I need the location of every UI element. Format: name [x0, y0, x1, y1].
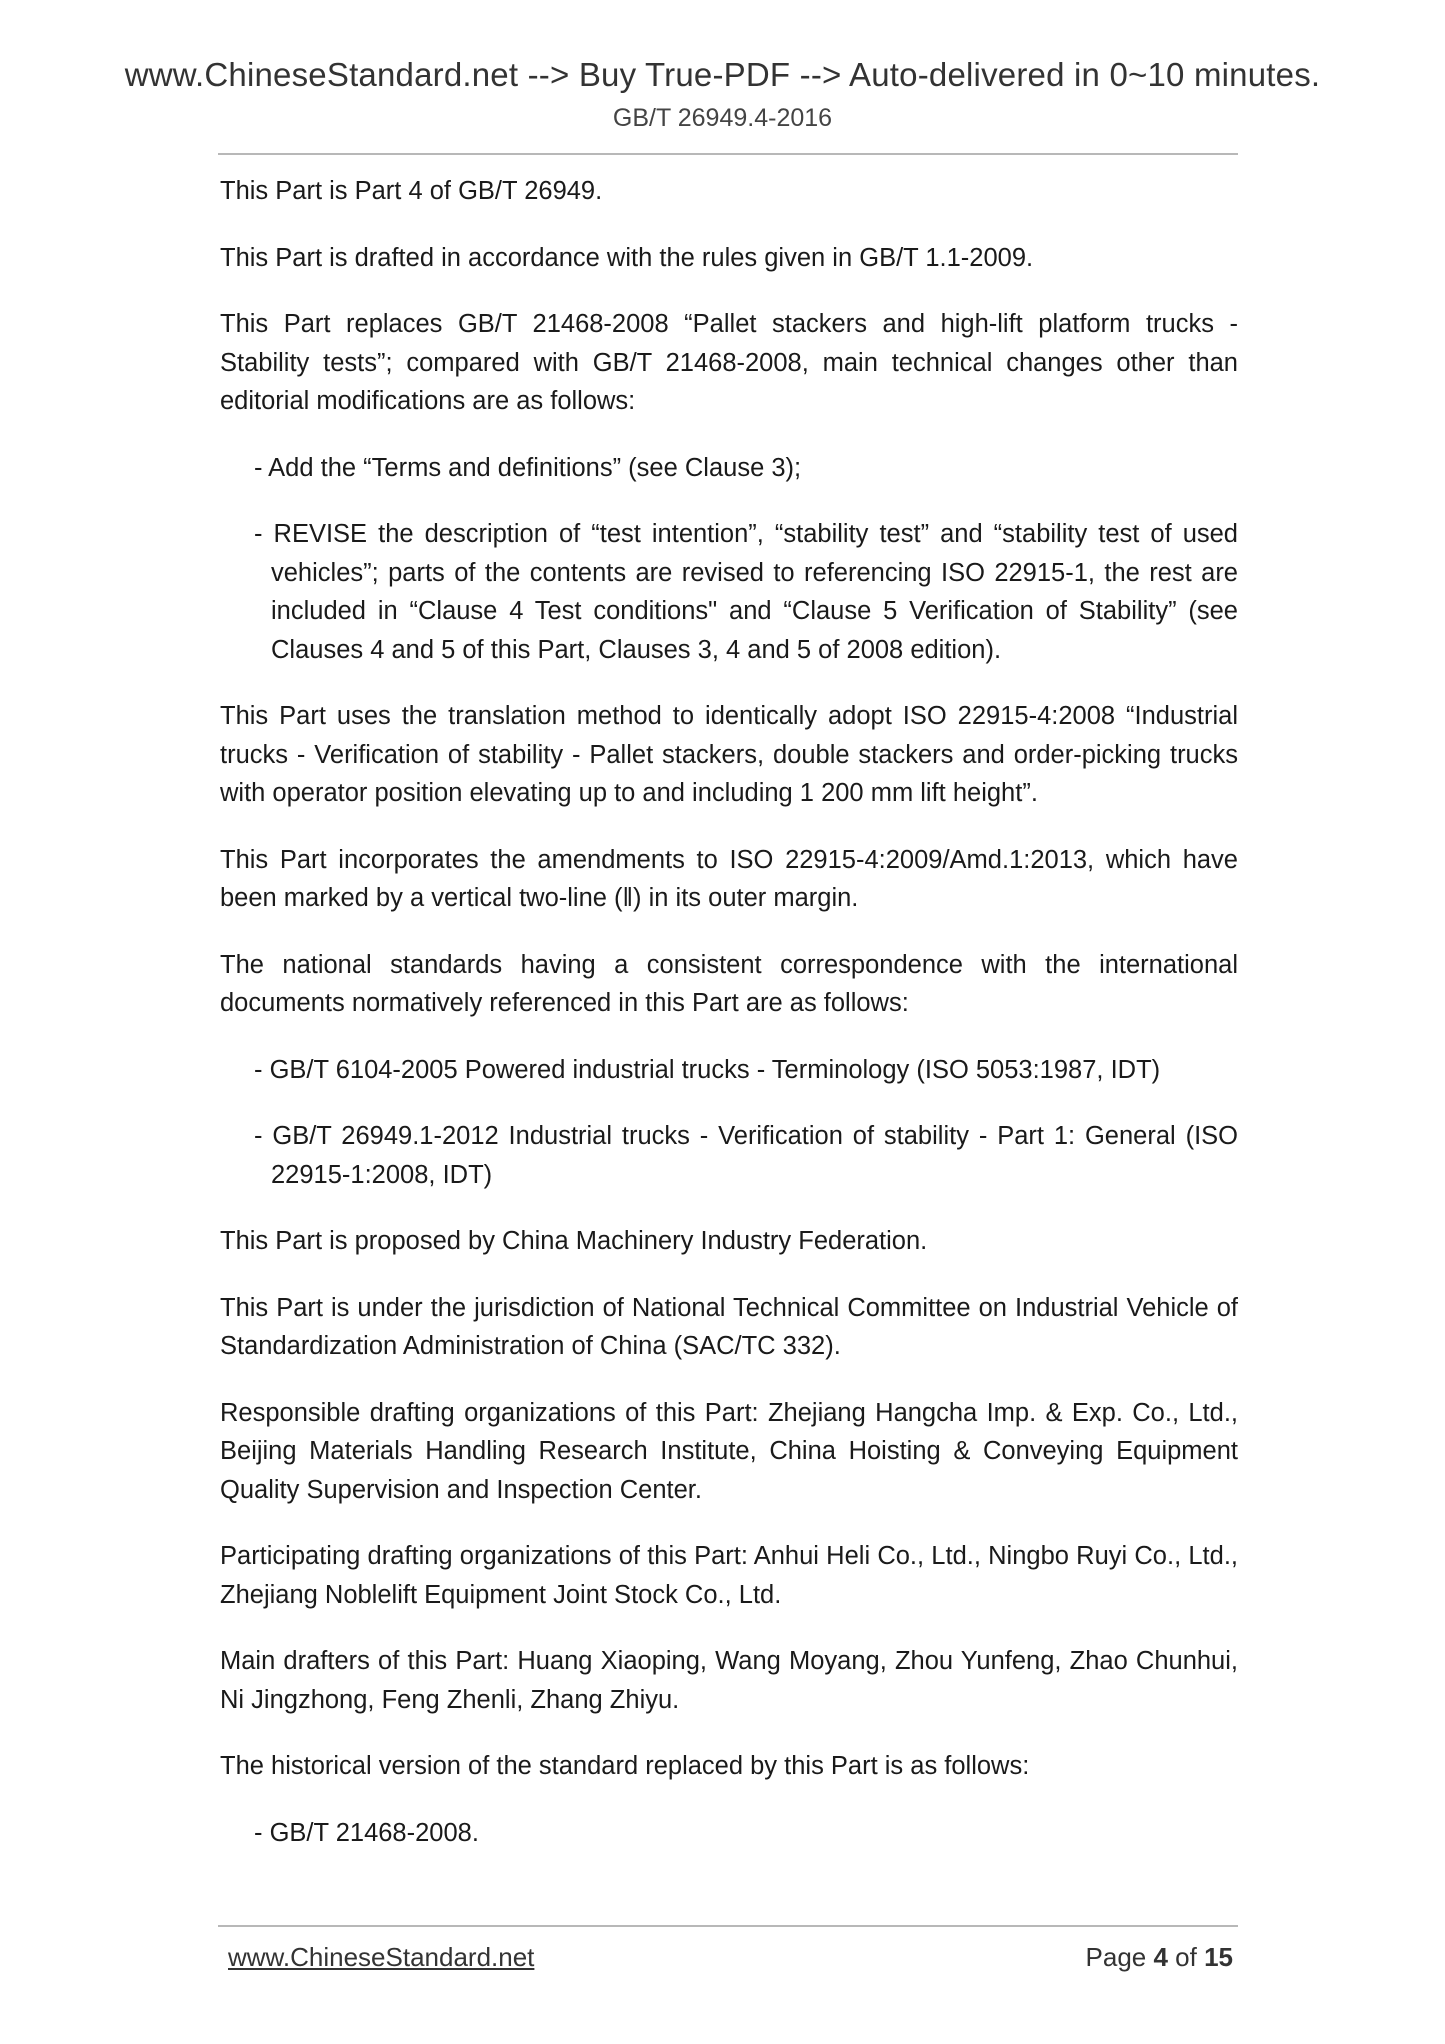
- paragraph: This Part is drafted in accordance with the rules given in GB/T 1.1-2009.: [220, 243, 1034, 272]
- paragraph: This Part uses the translation method to identically adopt ISO 22915-4:2008 “Industrial trucks - Verification of stability - Pallet stackers, double stackers and order-picking trucks with operator position elevating up to and including 1 200 mm lift height”.: [220, 702, 1238, 807]
- document-body: [220, 172, 1238, 1880]
- footer-divider: [218, 1925, 1238, 1927]
- list-item: - REVISE the description of “test intention”, “stability test” and “stability test of used vehicles”; parts of the contents are revised to referencing ISO 22915-1, the rest are included in “Clause 4 Test conditions" and “Clause 5 Verification of Stability” (see Clauses 4 and 5 of this Part, Clauses 3, 4 and 5 of 2008 edition).: [254, 520, 1238, 664]
- list-item: - Add the “Terms and definitions” (see Clause 3);: [254, 453, 802, 482]
- paragraph: Main drafters of this Part: Huang Xiaoping, Wang Moyang, Zhou Yunfeng, Zhao Chunhui, Ni Jingzhong, Feng Zhenli, Zhang Zhiyu.: [220, 1647, 1238, 1714]
- paragraph: This Part is Part 4 of GB/T 26949.: [220, 177, 603, 205]
- page-prefix: Page: [1085, 1942, 1154, 1972]
- page-current: 4: [1153, 1942, 1168, 1972]
- header-divider: [218, 153, 1238, 155]
- list-item: - GB/T 21468-2008.: [254, 1818, 479, 1847]
- header-banner: www.ChineseStandard.net --> Buy True-PDF --> Auto-delivered in 0~10 minutes.: [124, 56, 1321, 93]
- paragraph: This Part is proposed by China Machinery Industry Federation.: [220, 1227, 928, 1255]
- list-item: - GB/T 6104-2005 Powered industrial trucks - Terminology (ISO 5053:1987, IDT): [254, 1055, 1161, 1084]
- page-of: of: [1167, 1942, 1205, 1972]
- paragraph: The national standards having a consistent correspondence with the international documents normatively referenced in this Part are as follows:: [220, 950, 1238, 1017]
- list-item: - GB/T 26949.1-2012 Industrial trucks - Verification of stability - Part 1: General (ISO 22915-1:2008, IDT): [254, 1122, 1238, 1189]
- paragraph: This Part replaces GB/T 21468-2008 “Pallet stackers and high-lift platform trucks - Stability tests”; compared with GB/T 21468-2008, main technical changes other than editorial modifications are as follows:: [220, 310, 1238, 415]
- paragraph: This Part is under the jurisdiction of National Technical Committee on Industrial Vehicle of Standardization Administration of China (SAC/TC 332).: [220, 1293, 1238, 1360]
- footer-website-link[interactable]: www.ChineseStandard.net: [228, 1942, 535, 1972]
- paragraph: The historical version of the standard replaced by this Part is as follows:: [220, 1752, 1030, 1780]
- paragraph: This Part incorporates the amendments to ISO 22915-4:2009/Amd.1:2013, which have been marked by a vertical two-line (‖) in its outer margin.: [220, 845, 1238, 912]
- paragraph: Responsible drafting organizations of this Part: Zhejiang Hangcha Imp. & Exp. Co., Ltd., Beijing Materials Handling Research Institute, China Hoisting & Conveying Equipment Quality Supervision and Inspection Center.: [220, 1398, 1238, 1504]
- paragraph: Participating drafting organizations of this Part: Anhui Heli Co., Ltd., Ningbo Ruyi Co., Ltd., Zhejiang Noblelift Equipment Joint Stock Co., Ltd.: [220, 1542, 1238, 1609]
- page-number: [1086, 1942, 1233, 1973]
- page-total: 15: [1204, 1942, 1233, 1972]
- standard-code: GB/T 26949.4-2016: [612, 104, 833, 132]
